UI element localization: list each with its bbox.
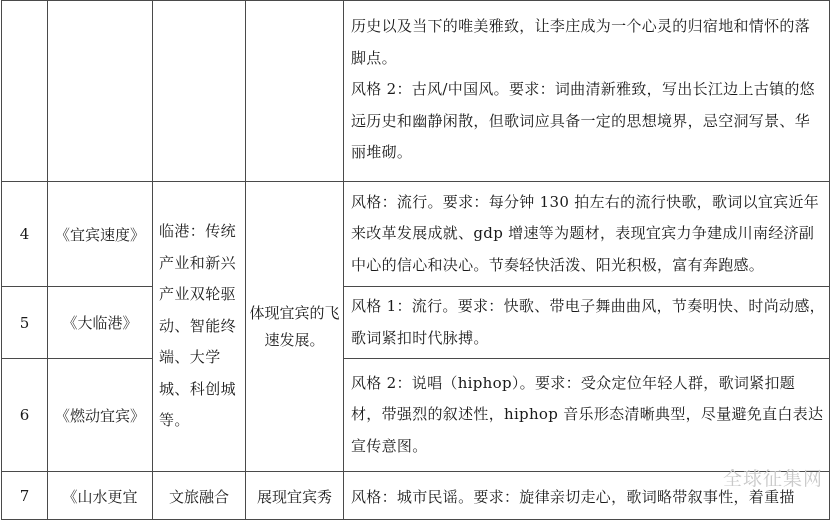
table-row	[2, 182, 830, 287]
theme-cell	[153, 1, 246, 182]
song-title: 《山水更宜	[48, 472, 153, 520]
row-number: 7	[2, 472, 48, 520]
position-cell: 展现宜宾秀	[246, 472, 344, 520]
position-cell	[246, 1, 344, 182]
row-number: 6	[2, 359, 48, 472]
song-requirements-table	[1, 0, 830, 520]
theme-cell: 临港：传统产业和新兴产业双轮驱动、智能终端、大学城、科创城等。	[153, 182, 246, 472]
table-row	[2, 287, 830, 359]
requirement-text: 风格 2：古风/中国风。要求：词曲清新雅致，写出长江边上古镇的悠远历史和幽静闲散，但歌词应具备一定的思想境界，忌空洞写景、华丽堆砌。	[351, 80, 815, 161]
requirement-cell	[344, 1, 830, 182]
song-title: 《燃动宜宾》	[48, 359, 153, 472]
song-title: 《宜宾速度》	[48, 182, 153, 287]
row-number: 4	[2, 182, 48, 287]
requirement-text: 风格 2：说唱（hiphop）。要求：受众定位年轻人群，歌词紧扣题材，带强烈的叙述性，hiphop 音乐形态清晰典型，尽量避免直白表达宣传意图。	[344, 359, 830, 472]
table-row	[2, 359, 830, 472]
requirement-text: 风格 1：流行。要求：快歌、带电子舞曲曲风，节奏明快、时尚动感，歌词紧扣时代脉搏。	[344, 287, 830, 359]
row-number: 5	[2, 287, 48, 359]
song-cell	[48, 1, 153, 182]
requirement-text: 历史以及当下的唯美雅致，让李庄成为一个心灵的归宿地和情怀的落脚点。	[351, 17, 811, 67]
requirement-text: 风格：城市民谣。要求：旋律亲切走心，歌词略带叙事性，着重描	[344, 472, 830, 520]
theme-cell: 文旅融合	[153, 472, 246, 520]
table-row	[2, 1, 830, 182]
requirement-text: 风格：流行。要求：每分钟 130 拍左右的流行快歌，歌词以宜宾近年来改革发展成就、gdp 增速等为题材，表现宜宾力争建成川南经济副中心的信心和决心。节奏轻快活泼、阳光积极，富有奔跑感。	[344, 182, 830, 287]
watermark: 全球征集网	[722, 468, 823, 490]
num-cell	[2, 1, 48, 182]
song-title: 《大临港》	[48, 287, 153, 359]
table-row	[2, 472, 830, 520]
position-cell: 体现宜宾的飞速发展。	[246, 182, 344, 472]
